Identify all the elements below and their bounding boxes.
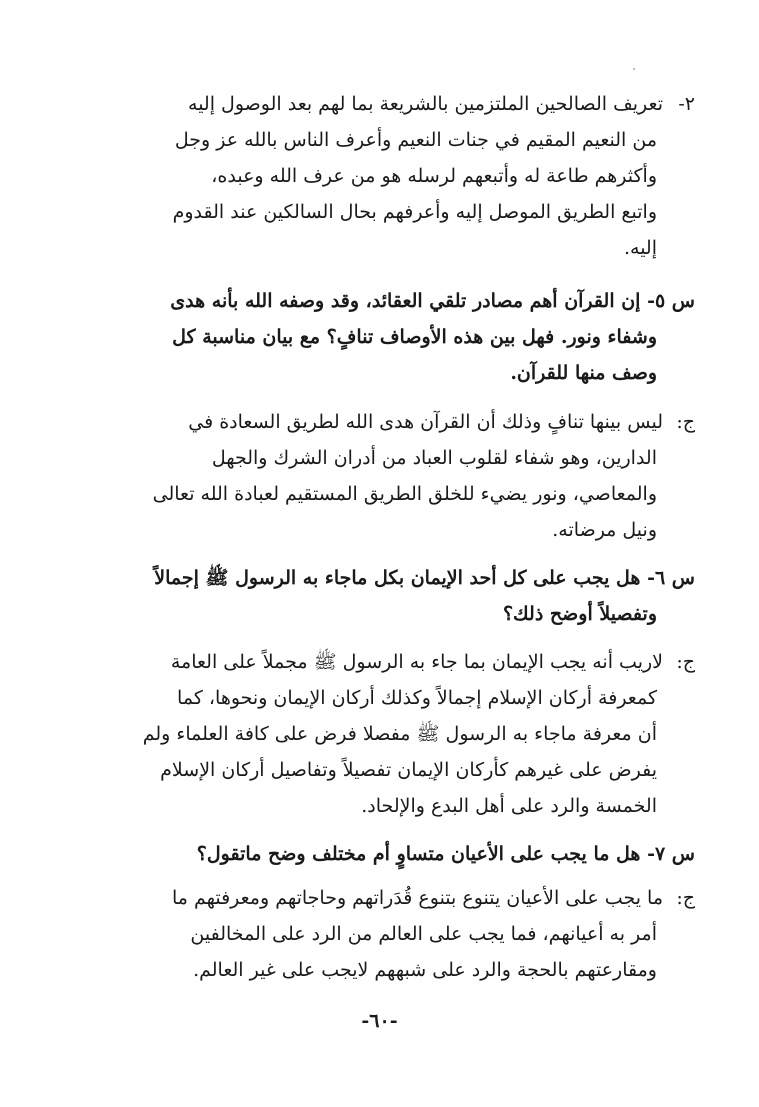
answer-5-line-1: ج:ليس بينها تنافٍ وذلك أن القرآن هدى الله لطريق السعادة في — [88, 404, 695, 440]
answer-5-marker: ج: — [676, 411, 695, 433]
question-5-line-2: وشفاء ونور. فهل بين هذه الأوصاف تنافٍ؟ مع بيان مناسبة كل — [172, 326, 657, 348]
answer-6-line-2: كمعرفة أركان الإسلام إجمالاً وكذلك أركان الإيمان ونحوها، كما — [177, 687, 657, 709]
answer-6-line-4: يفرض على غيرهم كأركان الإيمان تفصيلاً وتفاصيل أركان الإسلام — [160, 759, 657, 781]
answer-7-line-2: أمر به أعيانهم، فما يجب على العالم من الرد على المخالفين — [190, 923, 657, 945]
answer-7-marker: ج: — [676, 887, 695, 909]
answer-5-line-4: ونيل مرضاته. — [552, 519, 657, 541]
question-6-line-2: وتفصيلاً أوضح ذلك؟ — [502, 603, 657, 625]
item-2-line-2: من النعيم المقيم في جنات النعيم وأعرف الناس بالله عز وجل — [174, 129, 657, 151]
answer-6 — [88, 644, 695, 824]
item-2-line-5: إليه. — [623, 237, 657, 259]
answer-6-line-5: الخمسة والرد على أهل البدع والإلحاد. — [361, 795, 657, 817]
question-6-marker: س ٦- — [647, 567, 695, 589]
answer-7-line-3: ومقارعتهم بالحجة والرد على شبههم لايجب على غير العالم. — [193, 959, 657, 981]
answer-5-line-3: والمعاصي، ونور يضيء للخلق الطريق المستقيم لعبادة الله تعالى — [152, 483, 657, 505]
question-7 — [88, 836, 695, 872]
question-7-line-1: س ٧- هل ما يجب على الأعيان متساوٍ أم مختلف وضح ماتقول؟ — [88, 836, 695, 872]
answer-6-line-1: ج:لاريب أنه يجب الإيمان بما جاء به الرسول ﷺ مجملاً على العامة — [88, 644, 695, 680]
question-5-marker: س ٥- — [647, 290, 695, 312]
page-number: -٦٠- — [361, 1010, 398, 1032]
item-2-line-4: واتبع الطريق الموصل إليه وأعرفهم بحال السالكين عند القدوم — [172, 201, 657, 223]
list-item-2 — [88, 86, 695, 266]
question-5 — [88, 283, 695, 391]
item-2-line-1: ٢-تعريف الصالحين الملتزمين بالشريعة بما لهم بعد الوصول إليه — [88, 86, 695, 122]
answer-7 — [88, 880, 695, 988]
question-6 — [88, 560, 695, 632]
scan-speck — [633, 68, 635, 70]
question-6-line-1: س ٦- هل يجب على كل أحد الإيمان بكل ماجاء به الرسول ﷺ إجمالاً — [88, 560, 695, 596]
answer-5-line-2: الدارين، وهو شفاء لقلوب العباد من أدران الشرك والجهل — [211, 447, 657, 469]
question-7-marker: س ٧- — [647, 843, 695, 865]
answer-7-line-1: ج:ما يجب على الأعيان يتنوع بتنوع قُدَراتهم وحاجاتهم ومعرفتهم ما — [88, 880, 695, 916]
answer-6-marker: ج: — [676, 651, 695, 673]
answer-5 — [88, 404, 695, 548]
item-2-marker: ٢- — [678, 93, 695, 115]
question-5-line-1: س ٥- إن القرآن أهم مصادر تلقي العقائد، وقد وصفه الله بأنه هدى — [88, 283, 695, 319]
answer-6-line-3: أن معرفة ماجاء به الرسول ﷺ مفصلا فرض على كافة العلماء ولم — [142, 723, 657, 745]
question-5-line-3: وصف منها للقرآن. — [510, 362, 657, 384]
item-2-line-3: وأكثرهم طاعة له وأتبعهم لرسله هو من عرف الله وعبده، — [211, 165, 657, 187]
